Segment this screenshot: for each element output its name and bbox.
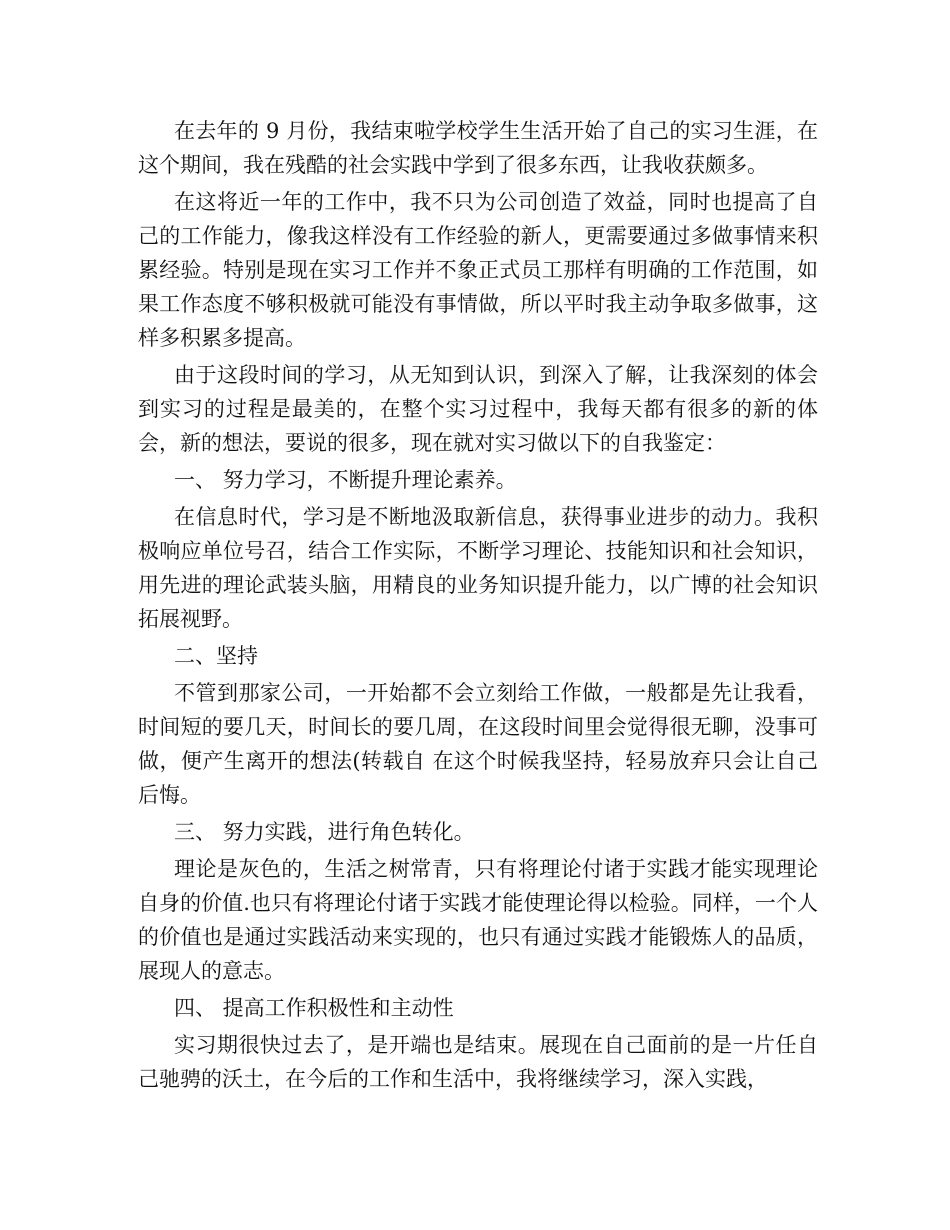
section-heading-practice: 三、 努力实践，进行角色转化。 [174,820,475,844]
section-heading-study: 一、 努力学习，不断提升理论素养。 [174,468,517,492]
paragraph-study: 在信息时代，学习是不断地汲取新信息，获得事业进步的动力。我积极响应单位号召，结合工作实际，不断学习理论、技能知识和社会知识，用先进的理论武装头脑，用精良的业务知识提升能力，以广博的社会知识拓展视野。 [138,505,818,631]
paragraph-intro: 在去年的 9 月份，我结束啦学校学生生活开始了自己的实习生涯，在这个期间，我在残酷的社会实践中学到了很多东西，让我收获颇多。 [138,119,818,177]
paragraph-persist: 不管到那家公司，一开始都不会立刻给工作做，一般都是先让我看，时间短的要几天，时间长的要几周，在这段时间里会觉得很无聊，没事可做，便产生离开的想法(转载自 在这个时候我坚持，轻易放弃只会让自己后悔。 [138,681,818,807]
paragraph-self-assessment-intro: 由于这段时间的学习，从无知到认识，到深入了解，让我深刻的体会到实习的过程是最美的，在整个实习过程中，我每天都有很多的新的体会，新的想法，要说的很多，现在就对实习做以下的自我鉴定： [138,363,818,455]
section-heading-initiative: 四、 提高工作积极性和主动性 [174,996,454,1020]
paragraph-practice: 理论是灰色的，生活之树常青，只有将理论付诸于实践才能实现理论自身的价值.也只有将理论付诸于实践才能使理论得以检验。同样，一个人的价值也是通过实践活动来实现的，也只有通过实践才能锻炼人的品质，展现人的意志。 [138,857,818,983]
paragraph-work-ability: 在这将近一年的工作中，我不只为公司创造了效益，同时也提高了自己的工作能力，像我这样没有工作经验的新人，更需要通过多做事情来积累经验。特别是现在实习工作并不象正式员工那样有明确的工作范围，如果工作态度不够积极就可能没有事情做，所以平时我主动争取多做事，这样多积累多提高。 [138,190,818,350]
section-heading-persist: 二、坚持 [174,644,258,668]
document-page [138,114,818,1099]
paragraph-initiative: 实习期很快过去了，是开端也是结束。展现在自己面前的是一片任自己驰骋的沃土，在今后的工作和生活中，我将继续学习，深入实践， [138,1033,818,1091]
